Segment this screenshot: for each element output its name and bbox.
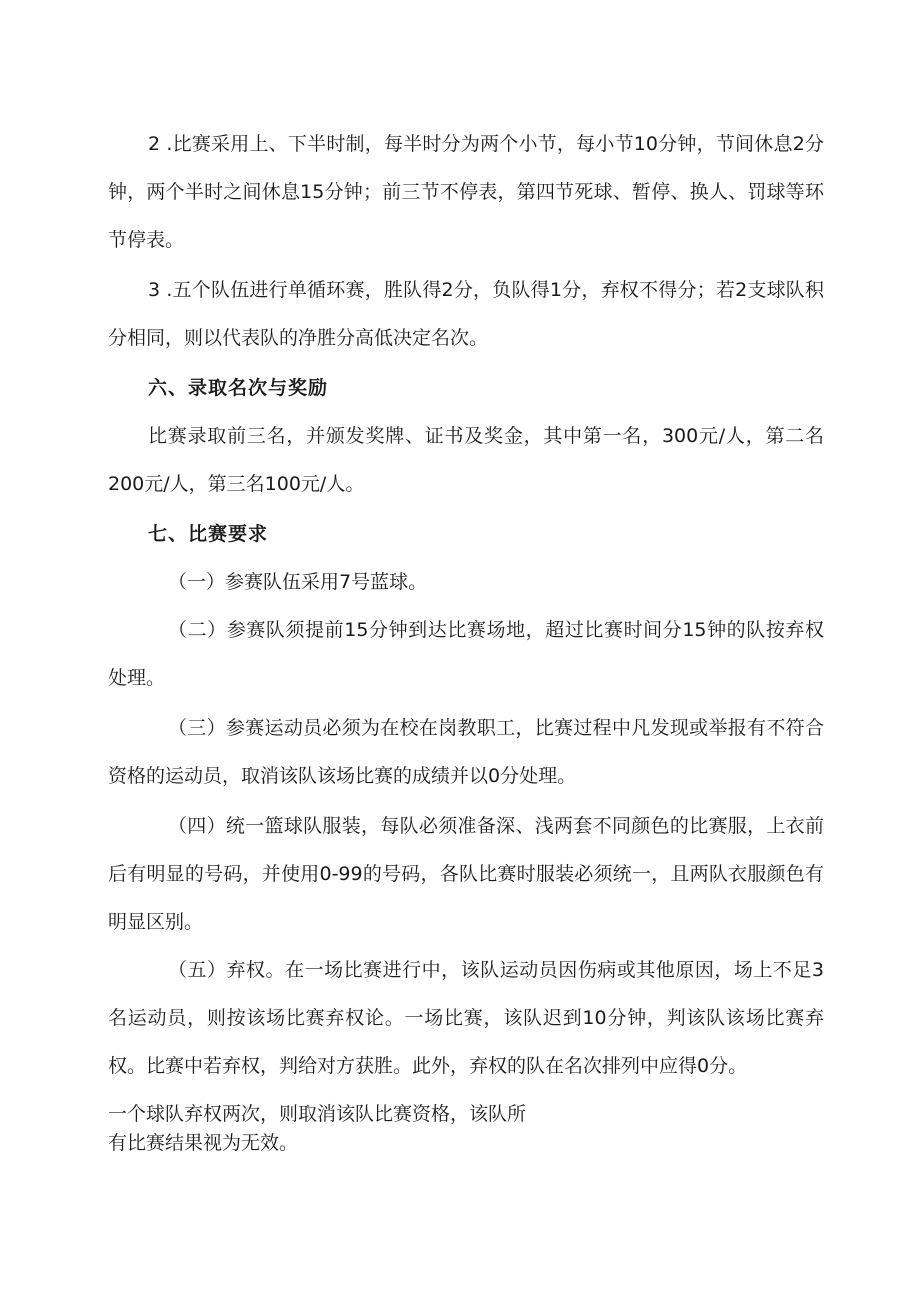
section-seven-heading: 七、比赛要求 — [148, 523, 269, 545]
requirement-4: （四）统一篮球队服装，每队必须准备深、浅两套不同颜色的比赛服，上衣前后有明显的号码，并使用0-99的号码，各队比赛时服装必须统一，且两队衣服颜色有明显区别。 — [108, 815, 824, 933]
tail-line-2: 有比赛结果视为无效。 — [108, 1132, 299, 1154]
requirement-5: （五）弃权。在一场比赛进行中，该队运动员因伤病或其他原因，场上不足3名运动员，则按该场比赛弃权论。一场比赛，该队迟到10分钟，判该队该场比赛弃权。比赛中若弃权，判给对方获胜。此外，弃权的队在名次排列中应得0分。 — [108, 959, 824, 1077]
awards-paragraph: 比赛录取前三名，并颁发奖牌、证书及奖金，其中第一名，300元/人，第二名200元/人，第三名100元/人。 — [108, 425, 824, 495]
rule-2-paragraph: 2 .比赛采用上、下半时制，每半时分为两个小节，每小节10分钟，节间休息2分钟，两个半时之间休息15分钟；前三节不停表，第四节死球、暂停、换人、罚球等环节停表。 — [108, 133, 824, 251]
section-six-heading: 六、录取名次与奖励 — [148, 377, 329, 399]
tail-line-1: 一个球队弃权两次，则取消该队比赛资格，该队所 — [108, 1103, 527, 1125]
requirement-3: （三）参赛运动员必须为在校在岗教职工，比赛过程中凡发现或举报有不符合资格的运动员，取消该队该场比赛的成绩并以0分处理。 — [108, 717, 824, 787]
rule-3-paragraph: 3 .五个队伍进行单循环赛，胜队得2分，负队得1分，弃权不得分；若2支球队积分相同，则以代表队的净胜分高低决定名次。 — [108, 279, 824, 349]
requirement-1: （一）参赛队伍采用7号蓝球。 — [168, 571, 428, 593]
requirement-2: （二）参赛队须提前15分钟到达比赛场地，超过比赛时间分15钟的队按弃权处理。 — [108, 619, 824, 689]
